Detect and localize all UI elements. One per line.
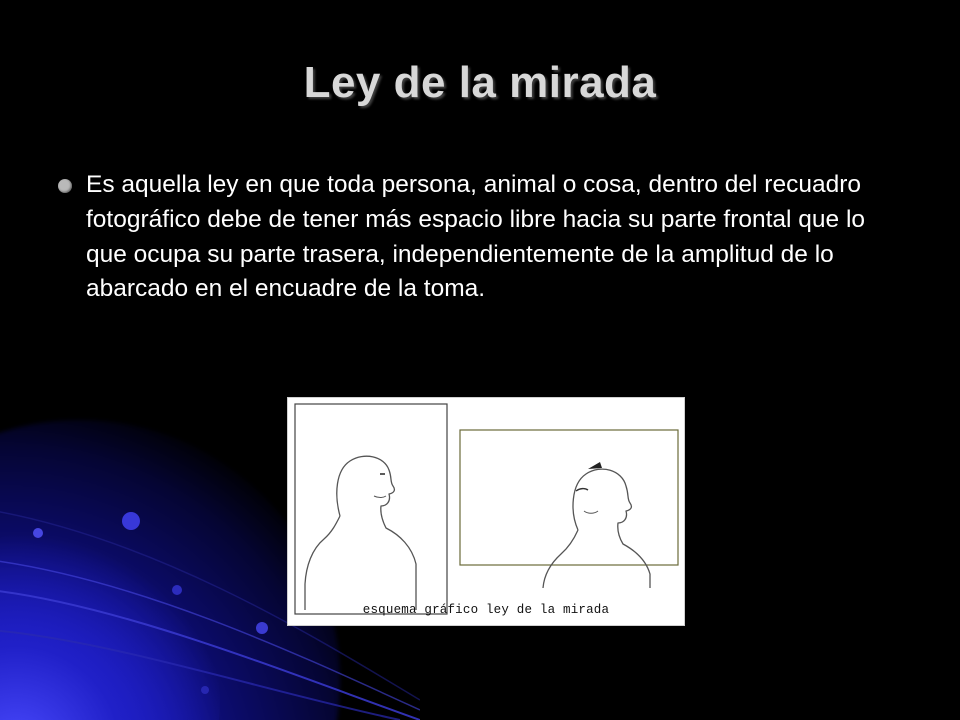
diagram-image <box>288 398 684 625</box>
bullet-point-icon <box>58 179 72 193</box>
diagram-svg <box>288 398 684 625</box>
figure-caption: esquema gráfico ley de la mirada <box>362 603 610 618</box>
page-title: Ley de la mirada <box>303 58 657 107</box>
bullet-list-item <box>58 168 914 307</box>
bullet-text: Es aquella ley en que toda persona, animal o cosa, dentro del recuadro fotográfico debe de tener más espacio libre hacia su parte frontal que lo que ocupa su parte trasera, independientemente de la amplitud de lo abarcado en el encuadre de la toma. <box>86 171 866 303</box>
